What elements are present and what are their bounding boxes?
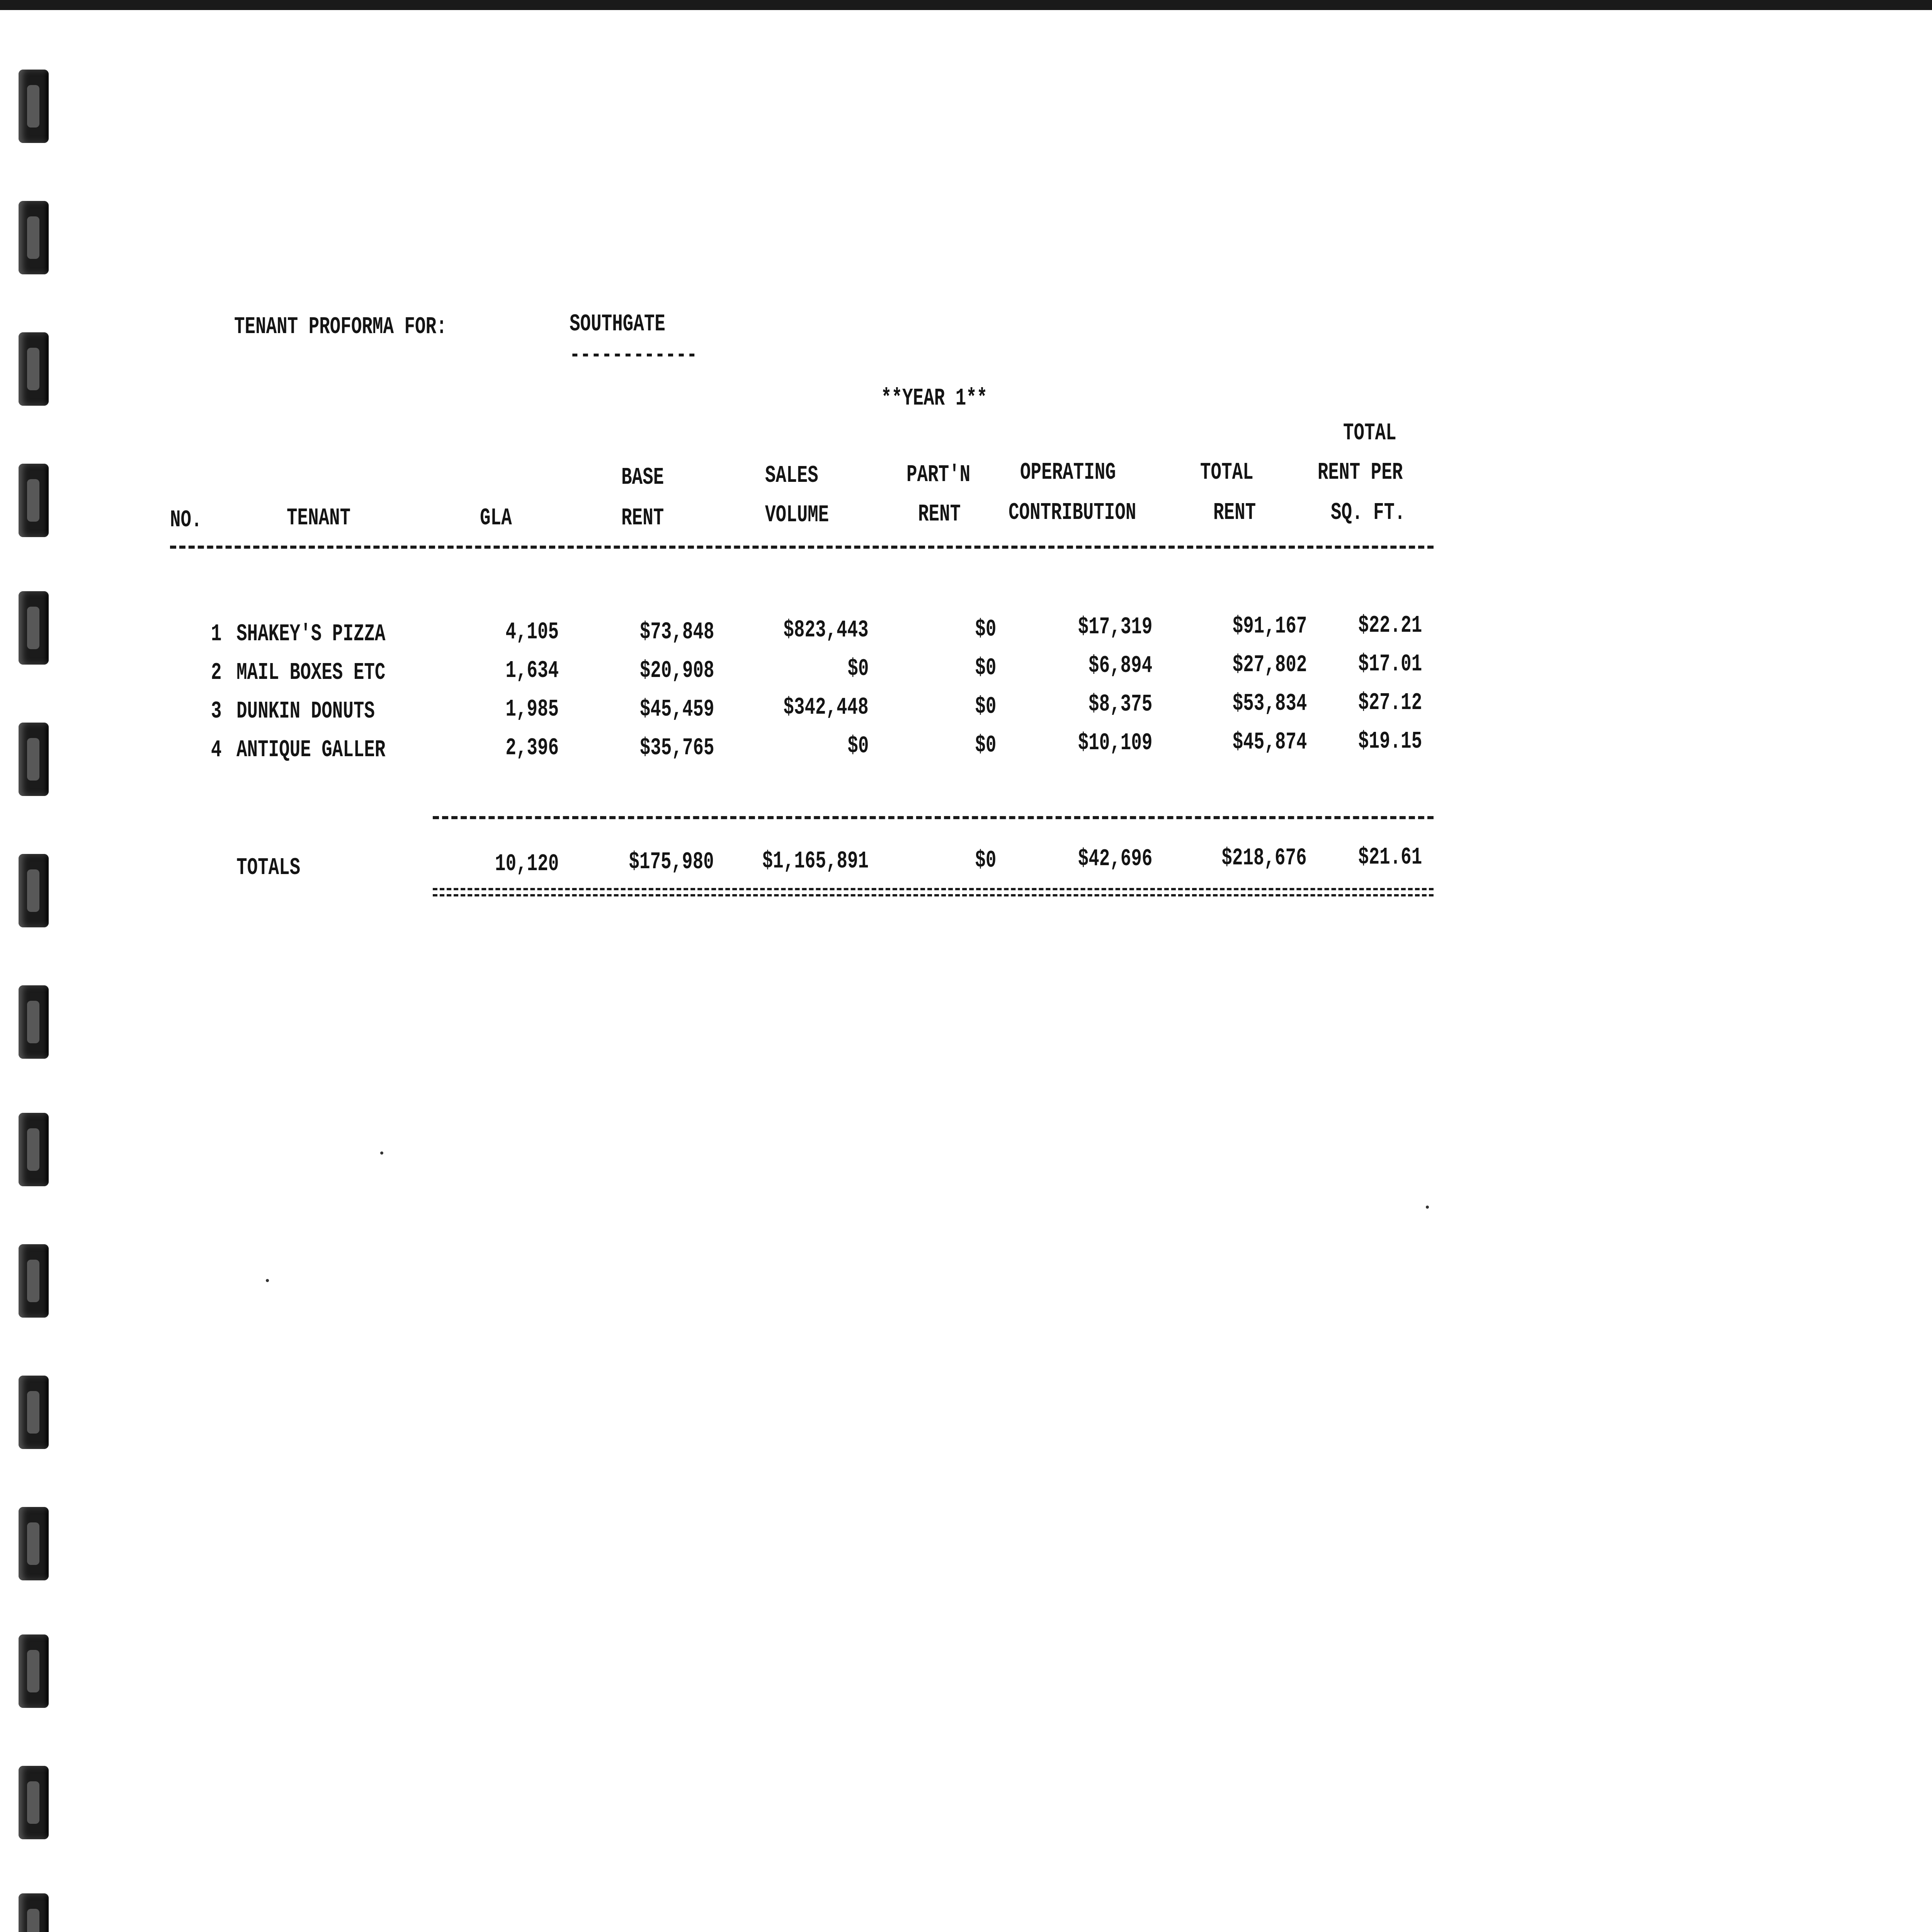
row-tenant: SHAKEY'S PIZZA — [236, 620, 386, 648]
col-operating-line2: CONTRIBUTION — [1009, 499, 1136, 526]
punch-hole — [19, 591, 49, 665]
row-sales-volume: $342,448 — [783, 694, 869, 721]
totals-gla: 10,120 — [495, 850, 559, 878]
row-no: 4 — [211, 736, 222, 764]
col-per-sqft-line2: RENT PER — [1318, 459, 1403, 486]
row-total-rent: $91,167 — [1232, 612, 1307, 640]
row-sales-volume: $0 — [847, 655, 869, 682]
totals-per-sqft: $21.61 — [1358, 844, 1422, 871]
punch-hole — [19, 464, 49, 537]
col-tenant: TENANT — [287, 504, 351, 532]
row-tenant: ANTIQUE GALLER — [236, 736, 386, 764]
row-per-sqft: $27.12 — [1358, 689, 1422, 716]
col-base-rent-line2: RENT — [621, 504, 664, 532]
col-total-rent-line2: RENT — [1213, 499, 1256, 526]
col-gla: GLA — [480, 504, 512, 532]
header-rule — [170, 546, 1434, 549]
totals-double-rule — [433, 888, 1434, 896]
col-sales-volume-line1: SALES — [765, 462, 818, 489]
punch-hole — [19, 1376, 49, 1449]
row-sales-volume: $0 — [847, 732, 869, 760]
row-no: 3 — [211, 697, 222, 725]
totals-sales-volume: $1,165,891 — [762, 847, 869, 875]
scan-speck — [380, 1151, 383, 1155]
row-partn-rent: $0 — [975, 654, 996, 682]
col-partn-rent-line2: RENT — [918, 500, 961, 528]
punch-hole — [19, 1507, 49, 1580]
col-per-sqft-line1: TOTAL — [1343, 419, 1396, 447]
punch-hole — [19, 723, 49, 796]
row-gla: 1,985 — [505, 696, 559, 723]
punch-hole — [19, 985, 49, 1059]
row-total-rent: $45,874 — [1232, 728, 1307, 756]
row-base-rent: $73,848 — [639, 618, 714, 646]
page-top-edge — [0, 0, 1932, 10]
row-no: 2 — [211, 659, 222, 686]
punch-hole — [19, 854, 49, 927]
row-gla: 1,634 — [505, 657, 559, 684]
punch-hole — [19, 1766, 49, 1839]
row-per-sqft: $22.21 — [1358, 612, 1422, 639]
punch-hole — [19, 1244, 49, 1318]
row-base-rent: $20,908 — [639, 657, 714, 684]
totals-rule — [433, 816, 1434, 819]
punch-hole — [19, 1634, 49, 1708]
punch-hole — [19, 1893, 49, 1932]
punch-hole — [19, 1113, 49, 1186]
row-operating: $10,109 — [1078, 729, 1152, 757]
row-gla: 2,396 — [505, 734, 559, 762]
col-no: NO. — [170, 506, 202, 534]
punch-hole — [19, 332, 49, 406]
col-total-rent-line1: TOTAL — [1200, 459, 1253, 486]
row-operating: $8,375 — [1088, 690, 1152, 718]
scan-speck — [266, 1279, 269, 1282]
row-no: 1 — [211, 620, 222, 648]
row-tenant: MAIL BOXES ETC — [236, 659, 386, 686]
totals-operating: $42,696 — [1078, 845, 1152, 872]
totals-base-rent: $175,980 — [629, 848, 714, 876]
col-per-sqft-line3: SQ. FT. — [1331, 499, 1405, 526]
row-partn-rent: $0 — [975, 731, 996, 759]
row-per-sqft: $19.15 — [1358, 728, 1422, 755]
period-label: **YEAR 1** — [881, 384, 988, 412]
punch-hole — [19, 201, 49, 274]
row-operating: $17,319 — [1078, 613, 1152, 641]
property-underline: ------------ — [570, 341, 697, 369]
punch-hole — [19, 70, 49, 143]
row-gla: 4,105 — [505, 618, 559, 646]
proforma-label: TENANT PROFORMA FOR: — [234, 313, 447, 340]
row-operating: $6,894 — [1088, 652, 1152, 679]
row-sales-volume: $823,443 — [783, 616, 869, 644]
totals-label: TOTALS — [236, 854, 301, 881]
row-partn-rent: $0 — [975, 616, 996, 643]
row-base-rent: $35,765 — [639, 734, 714, 762]
totals-total-rent: $218,676 — [1221, 844, 1307, 872]
col-operating-line1: OPERATING — [1020, 459, 1116, 486]
col-sales-volume-line2: VOLUME — [765, 501, 829, 529]
property-name: SOUTHGATE — [570, 310, 665, 338]
col-base-rent-line1: BASE — [621, 464, 664, 491]
col-partn-rent-line1: PART'N — [906, 461, 971, 488]
row-per-sqft: $17.01 — [1358, 650, 1422, 678]
totals-partn-rent: $0 — [975, 847, 996, 874]
row-base-rent: $45,459 — [639, 696, 714, 723]
row-total-rent: $27,802 — [1232, 651, 1307, 679]
row-tenant: DUNKIN DONUTS — [236, 697, 375, 725]
scan-speck — [1426, 1206, 1429, 1209]
row-total-rent: $53,834 — [1232, 690, 1307, 717]
row-partn-rent: $0 — [975, 693, 996, 720]
